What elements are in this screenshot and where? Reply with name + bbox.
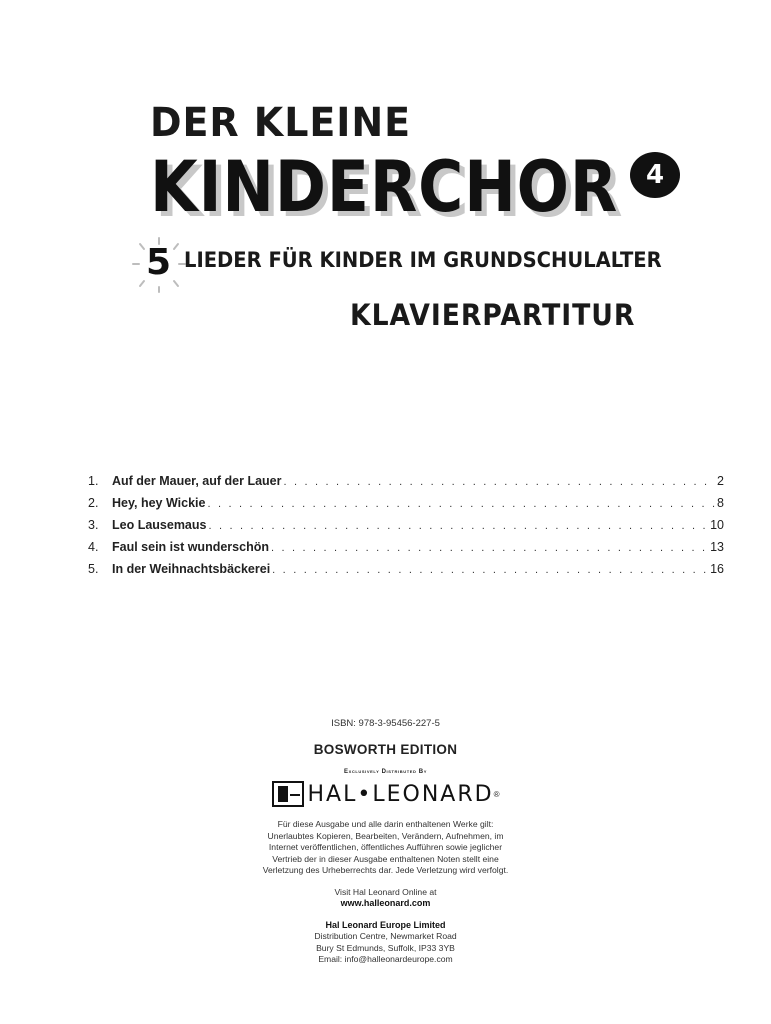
toc-item[interactable] <box>88 496 724 518</box>
toc-dot-leader <box>208 520 708 532</box>
song-count: 5 <box>146 242 172 283</box>
hal-leonard-logo-icon <box>272 781 304 807</box>
distribution-note: Exclusively Distributed By <box>343 769 428 775</box>
toc-dot-leader <box>283 476 715 488</box>
website-link[interactable]: www.halleonard.com <box>340 898 431 908</box>
toc-item[interactable] <box>88 540 724 562</box>
toc-item-title: Leo Lausemaus <box>112 518 207 532</box>
toc-item[interactable] <box>88 562 724 584</box>
toc-item-title: Faul sein ist wunderschön <box>112 540 269 554</box>
legal-line: Vertrieb der in dieser Ausgabe enthaltenen Noten stellt eine <box>272 853 499 864</box>
toc-item-page: 13 <box>710 540 724 554</box>
legal-line: Für diese Ausgabe und alle darin enthaltenen Werke gilt: <box>277 819 494 829</box>
europe-address <box>0 920 771 966</box>
toc-item-page: 2 <box>717 474 724 488</box>
toc-item[interactable] <box>88 518 724 540</box>
address-line: Bury St Edmunds, Suffolk, IP33 3YB <box>316 942 455 953</box>
toc-item-number: 2. <box>88 496 99 510</box>
registered-mark: ® <box>493 789 500 799</box>
toc-item[interactable] <box>88 474 724 496</box>
toc-item-number: 5. <box>88 562 99 576</box>
volume-badge: 4 <box>630 152 680 198</box>
legal-line: Internet veröffentlichen, öffentliches Aufführen sowie jeglicher <box>268 842 503 852</box>
logo-text: HAL•LEONARD <box>307 781 494 807</box>
isbn: ISBN: 978-3-95456-227-5 <box>331 718 440 729</box>
edition-type: KLAVIERPARTITUR <box>350 298 636 332</box>
toc-item-page: 10 <box>710 518 724 532</box>
subtitle: LIEDER FÜR KINDER IM GRUNDSCHULALTER <box>184 248 662 272</box>
legal-line: Unerlaubtes Kopieren, Bearbeiten, Verändern, Aufnehmen, im <box>267 830 504 841</box>
song-count-burst <box>132 236 186 294</box>
toc-dot-leader <box>272 564 708 576</box>
toc-item-title: In der Weihnachtsbäckerei <box>112 562 271 576</box>
title-line-2: KINDERCHOR <box>150 146 619 228</box>
toc-dot-leader <box>207 498 715 510</box>
toc-item-page: 16 <box>710 562 724 576</box>
toc-item-title: Auf der Mauer, auf der Lauer <box>112 474 282 488</box>
europe-company-name: Hal Leonard Europe Limited <box>325 919 446 930</box>
cover-title-block <box>0 0 771 350</box>
toc-item-page: 8 <box>717 496 724 510</box>
publisher-name: BOSWORTH EDITION <box>313 742 458 757</box>
toc-item-title: Hey, hey Wickie <box>112 496 206 510</box>
toc-dot-leader <box>271 542 708 554</box>
toc-item-number: 4. <box>88 540 99 554</box>
email-link[interactable]: Email: info@halleonardeurope.com <box>318 954 453 964</box>
address-line: Distribution Centre, Newmarket Road <box>314 931 457 941</box>
toc-item-number: 3. <box>88 518 99 532</box>
visit-note <box>0 887 771 910</box>
visit-text: Visit Hal Leonard Online at <box>334 886 437 897</box>
legal-notice <box>0 819 771 877</box>
toc-item-number: 1. <box>88 474 99 488</box>
table-of-contents <box>88 474 724 584</box>
title-line-1: DER KLEINE <box>150 100 412 146</box>
legal-line: Verletzung des Urheberrechts dar. Jede Verletzung wird verfolgt. <box>262 865 509 875</box>
hal-leonard-logo <box>0 779 771 809</box>
imprint-footer <box>0 718 771 966</box>
